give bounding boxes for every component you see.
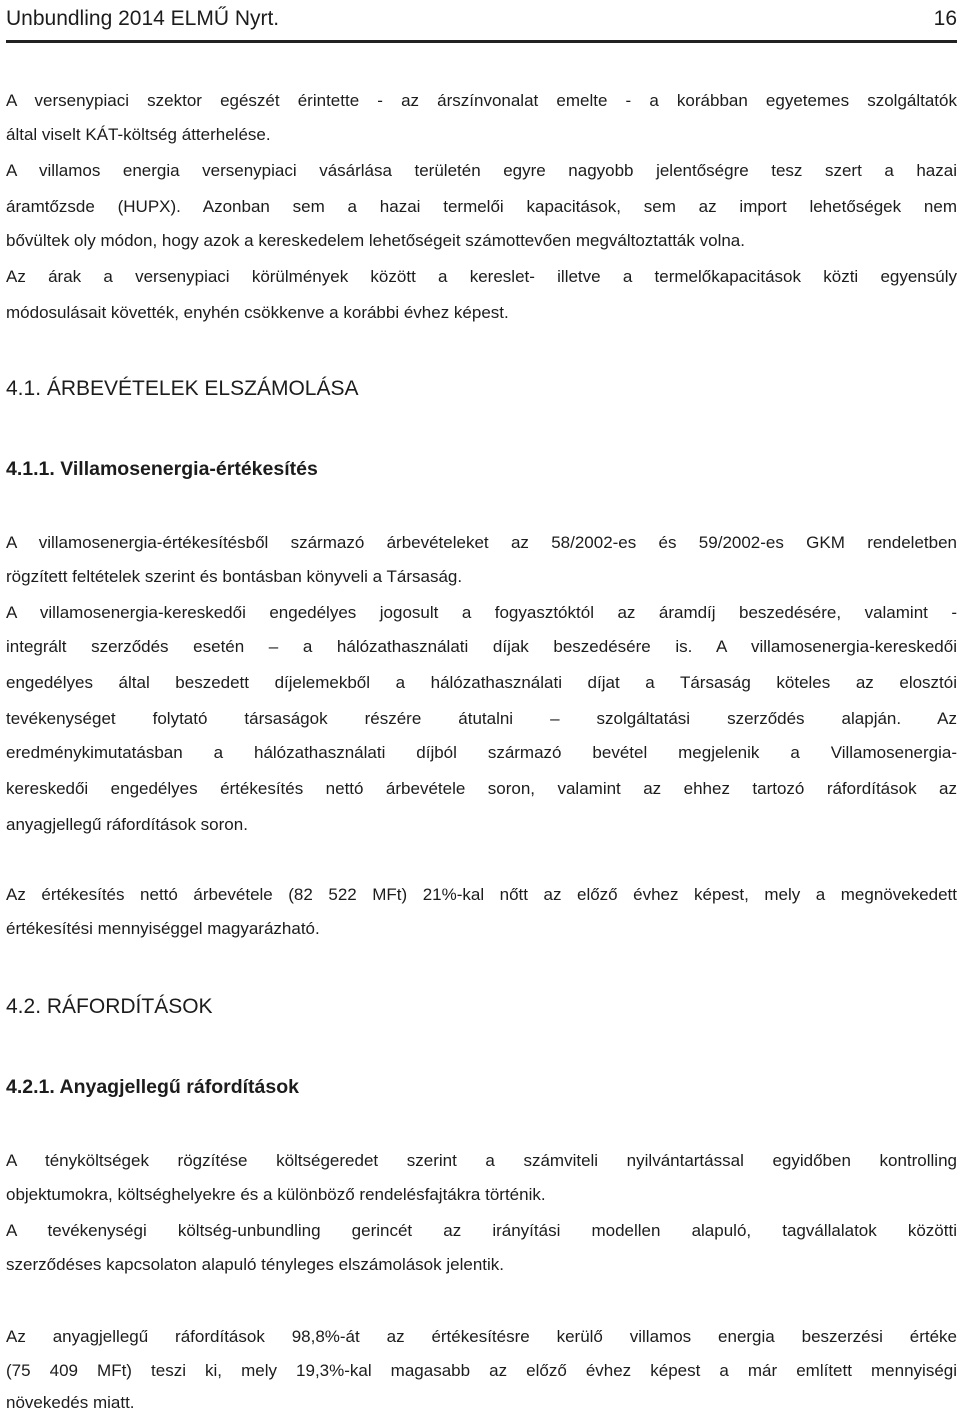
text-line: Az értékesítés nettó árbevétele (82 522 MFt) 21%-kal nőtt az előző évhez képest, mely a megnövekedett — [6, 885, 957, 904]
text-line: Az anyagjellegű ráfordítások 98,8%-át az értékesítésre kerülő villamos energia beszerzési értéke — [6, 1327, 957, 1346]
page-number: 16 — [933, 7, 957, 30]
section-heading: 4.2. RÁFORDÍTÁSOK — [6, 995, 213, 1018]
subsection-heading: 4.2.1. Anyagjellegű ráfordítások — [6, 1076, 299, 1098]
text-line: anyagjellegű ráfordítások soron. — [6, 815, 248, 834]
text-line: áramtőzsde (HUPX). Azonban sem a hazai termelői kapacitások, sem az import lehetőségek nem — [6, 197, 957, 216]
text-line: bővültek oly módon, hogy azok a kereskedelem lehetőségeit számottevően megváltoztatták volna. — [6, 231, 745, 250]
text-line: A versenypiaci szektor egészét érintette - az árszínvonalat emelte - a korábban egyetemes szolgáltatók — [6, 91, 957, 110]
section-heading: 4.1. ÁRBEVÉTELEK ELSZÁMOLÁSA — [6, 377, 359, 400]
text-line: eredménykimutatásban a hálózathasználati díjból származó bevétel megjelenik a Villamosenergia- — [6, 743, 957, 762]
text-line: által viselt KÁT-költség átterhelése. — [6, 125, 271, 144]
text-line: A villamosenergia-értékesítésből származó árbevételeket az 58/2002-es és 59/2002-es GKM rendeletben — [6, 533, 957, 552]
text-line: A villamosenergia-kereskedői engedélyes jogosult a fogyasztóktól az áramdíj beszedésére, valamint - — [6, 603, 957, 622]
text-line: (75 409 MFt) teszi ki, mely 19,3%-kal magasabb az előző évhez képest a már említett mennyiségi — [6, 1361, 957, 1380]
text-line: rögzített feltételek szerint és bontásban könyveli a Társaság. — [6, 567, 463, 586]
text-line: módosulásait követték, enyhén csökkenve a korábbi évhez képest. — [6, 303, 509, 322]
text-line: engedélyes által beszedett díjelemekből a hálózathasználati díjat a Társaság köteles az elosztói — [6, 673, 957, 692]
text-line: A villamos energia versenypiaci vásárlása területén egyre nagyobb jelentőségre tesz szert a hazai — [6, 161, 957, 180]
text-line: növekedés miatt. — [6, 1393, 135, 1412]
text-line: A tevékenységi költség-unbundling gerincét az irányítási modellen alapuló, tagvállalatok közötti — [6, 1221, 957, 1240]
text-line: kereskedői engedélyes értékesítés nettó árbevétele soron, valamint az ehhez tartozó ráfordítások az — [6, 779, 957, 798]
text-line: Az árak a versenypiaci körülmények között a kereslet- illetve a termelőkapacitások közti egyensúly — [6, 267, 957, 286]
text-line: értékesítési mennyiséggel magyarázható. — [6, 919, 320, 938]
text-line: A tényköltségek rögzítése költségeredet szerint a számviteli nyilvántartással egyidőben kontrolling — [6, 1151, 957, 1170]
text-line: integrált szerződés esetén – a hálózathasználati díjak beszedésére is. A villamosenergia-kereskedői — [6, 637, 957, 656]
document-title: Unbundling 2014 ELMŰ Nyrt. — [6, 7, 280, 30]
text-line: objektumokra, költséghelyekre és a különböző rendelésfajtákra történik. — [6, 1185, 546, 1204]
text-line: tevékenységet folytató társaságok részére átutalni – szolgáltatási szerződés alapján. Az — [6, 709, 957, 728]
text-line: szerződéses kapcsolaton alapuló tényleges elszámolások jelentik. — [6, 1255, 505, 1274]
subsection-heading: 4.1.1. Villamosenergia-értékesítés — [6, 458, 318, 480]
page-header — [6, 4, 957, 43]
